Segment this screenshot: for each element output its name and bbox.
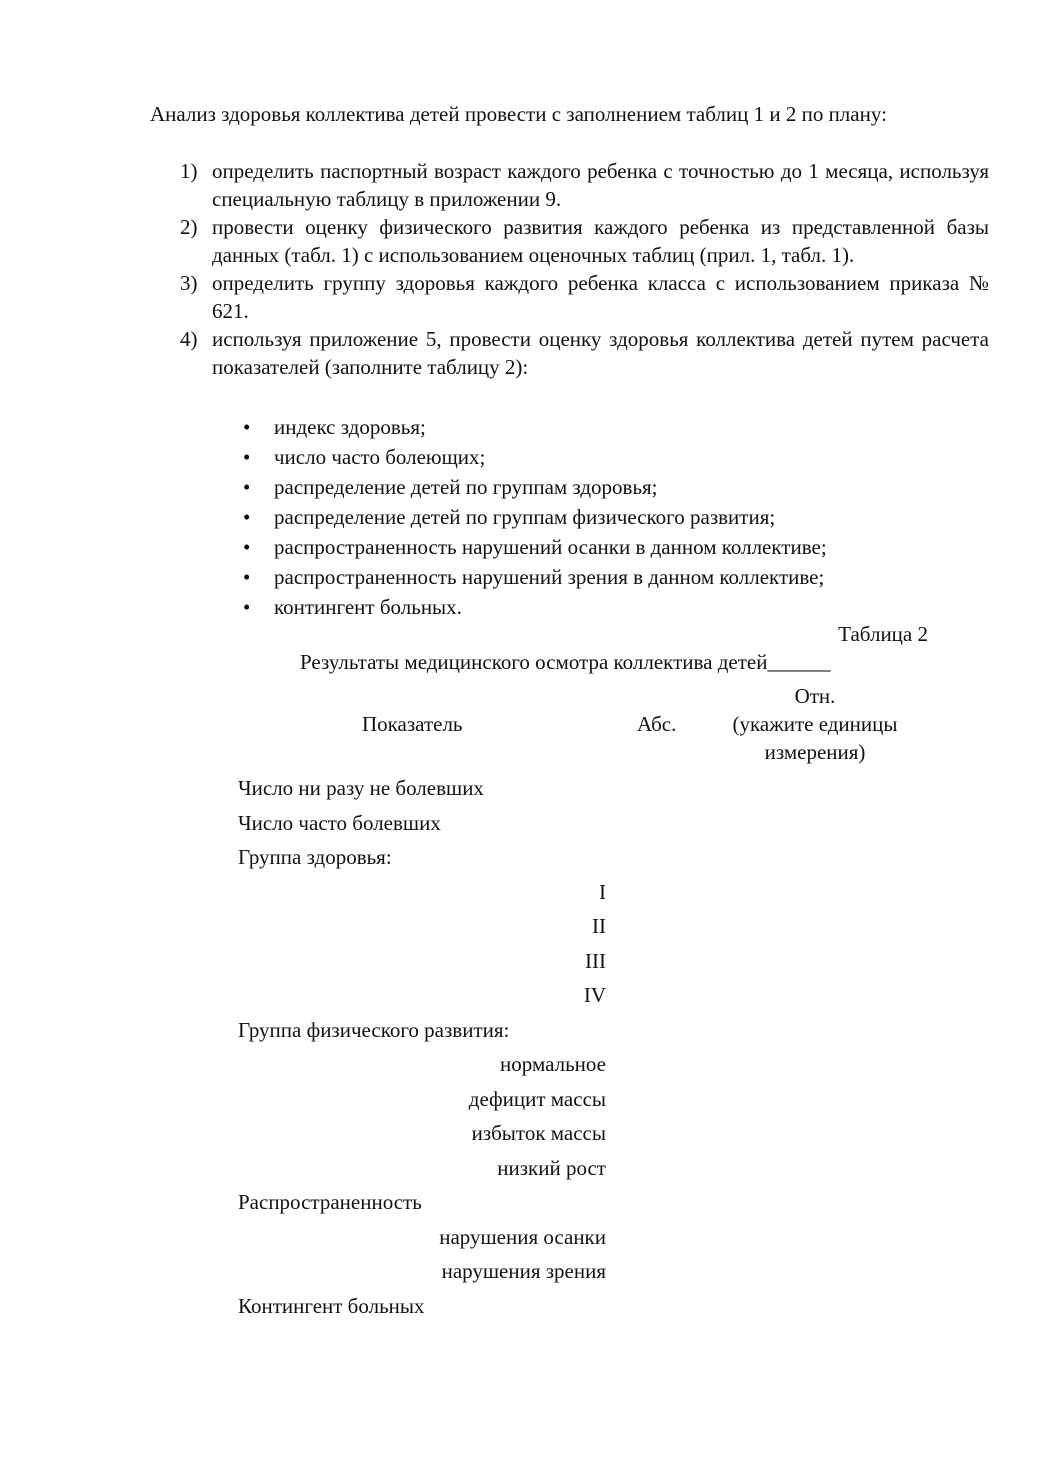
table-row-subitem: низкий рост [497,1155,606,1180]
table-title: Результаты медицинского осмотра коллектива детей______ [300,650,831,674]
column-header-absolute: Абс. [637,712,677,736]
header-line: измерения) [764,740,866,764]
table-caption: Таблица 2 [838,622,928,646]
bullet-text: контингент больных. [274,595,462,619]
table-row-subitem: дефицит массы [468,1086,606,1111]
bullet-item [243,562,989,592]
plan-step [150,269,989,325]
table-row-subitem: нормальное [500,1052,606,1076]
bullet-item [243,472,989,502]
table-row: Группа здоровья: [238,845,392,869]
bullet-item [243,502,989,532]
table-row-subitem: I [599,879,606,904]
bullet-item [243,532,989,562]
step-text: используя приложение 5, провести оценку здоровья коллектива детей путем расчета показателей (заполните таблицу 2): [212,327,989,379]
table-row-subitem: IV [583,983,606,1007]
plan-step [150,325,989,381]
indicator-bullet-list [243,412,989,622]
header-line: Отн. [794,684,836,708]
step-number: 1) [180,159,198,183]
column-header-relative [712,682,918,766]
plan-step [150,157,989,213]
table-row: Контингент больных [238,1293,425,1318]
bullet-icon: • [243,565,251,589]
plan-step [150,213,989,269]
step-number: 3) [180,271,198,295]
step-number: 2) [180,215,198,239]
plan-steps-list [150,157,989,381]
bullet-icon: • [243,505,251,529]
bullet-text: распространенность нарушений осанки в данном коллективе; [274,535,827,559]
bullet-item [243,442,989,472]
table-row: Распространенность [238,1190,422,1214]
bullet-icon: • [243,445,251,469]
step-text: определить группу здоровья каждого ребенка класса с использованием приказа № 621. [212,271,989,323]
bullet-text: распределение детей по группам физического развития; [274,505,776,529]
step-number: 4) [180,327,198,351]
bullet-text: число часто болеющих; [274,445,486,469]
table-row-subitem: избыток массы [471,1121,606,1145]
bullet-icon: • [243,415,251,439]
step-text: определить паспортный возраст каждого ребенка с точностью до 1 месяца, используя специальную таблицу в приложении 9. [212,159,989,211]
header-line: (укажите единицы [732,712,898,736]
bullet-item [243,592,989,622]
bullet-item [243,412,989,442]
table-row-subitem: II [592,914,606,938]
table-row: Число ни разу не болевших [238,776,484,800]
table-row-subitem: нарушения осанки [439,1224,606,1249]
bullet-icon: • [243,535,251,559]
bullet-icon: • [243,475,251,499]
bullet-icon: • [243,595,251,619]
bullet-text: распространенность нарушений зрения в данном коллективе; [274,565,825,589]
table-row: Число часто болевших [238,810,441,835]
column-header-indicator: Показатель [362,712,463,736]
step-text: провести оценку физического развития каждого ребенка из представленной базы данных (табл. 1) с использованием оценочных таблиц (прил. 1, табл. 1). [212,215,989,267]
table-row-subitem: III [585,948,606,973]
table-row: Группа физического развития: [238,1017,510,1042]
intro-paragraph: Анализ здоровья коллектива детей провести с заполнением таблиц 1 и 2 по плану: [150,102,887,126]
bullet-text: индекс здоровья; [274,415,426,439]
table-row-subitem: нарушения зрения [441,1259,606,1283]
bullet-text: распределение детей по группам здоровья; [274,475,658,499]
